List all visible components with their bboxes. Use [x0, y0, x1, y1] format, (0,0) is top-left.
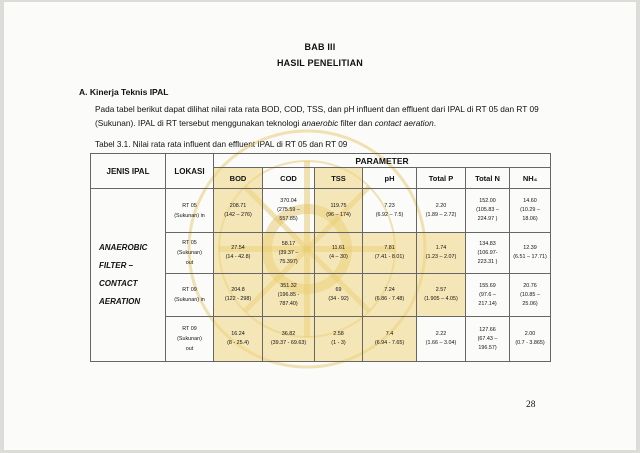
value-line: 1.74 [435, 245, 447, 251]
lokasi-line: (Sukunan) in [174, 212, 205, 219]
value-line: (6.51 – 17.71) [513, 254, 547, 260]
value-line: 223.31 ) [477, 258, 498, 265]
value-line: 18.06) [522, 216, 538, 222]
value-line: 58.17 [281, 240, 296, 247]
value-line: 2.20 [435, 202, 447, 209]
jenis-ipal-cell [91, 189, 166, 362]
paragraph-text-3: . [433, 118, 437, 128]
document-page [4, 2, 636, 450]
lokasi-line: RT 05 [182, 240, 197, 246]
paragraph-italic-2: contact aeration [374, 118, 434, 128]
value-cell [466, 317, 510, 362]
value-line: 152.00 [479, 198, 496, 204]
lokasi-line: RT 09 [182, 287, 197, 293]
value-line: (96 – 174) [326, 211, 351, 218]
lokasi-cell [166, 189, 214, 233]
value-line: 27.54 [231, 245, 245, 251]
page-number: 28 [526, 400, 536, 410]
value-line: 25.06) [522, 300, 538, 307]
value-line: 204.8 [231, 287, 245, 293]
value-line: 787.40) [279, 300, 298, 307]
header-cod: COD [263, 168, 315, 189]
paragraph-italic-1: anaerobic [301, 118, 339, 128]
value-cell [263, 274, 315, 317]
value-line: 14.60 [523, 198, 537, 204]
value-line: (106.97- [477, 249, 498, 256]
value-line: 155.69 [479, 282, 496, 289]
value-line: 75.397) [279, 258, 298, 265]
jenis-line: ANAEROBIC [99, 243, 148, 252]
value-line: 2.22 [435, 331, 447, 337]
value-line: (6.92 – 7.5) [375, 211, 404, 218]
value-cell [263, 233, 315, 274]
value-line: (1.89 – 2.72) [425, 211, 457, 218]
jenis-line: FILTER – [99, 261, 134, 270]
lokasi-cell [166, 274, 214, 317]
value-cell [363, 274, 417, 317]
value-line: 7.4 [385, 331, 394, 337]
value-cell [263, 189, 315, 233]
header-tss: TSS [315, 168, 363, 189]
value-line: 208.71 [229, 202, 247, 209]
lokasi-line: RT 09 [182, 326, 197, 332]
value-line: (39.37 – [278, 249, 299, 256]
value-cell [315, 233, 363, 274]
chapter-title: HASIL PENELITIAN [276, 58, 364, 68]
value-line: (4 – 30) [329, 254, 348, 260]
value-cell [510, 274, 551, 317]
value-line: 217.14) [478, 300, 497, 307]
header-bod: BOD [214, 168, 263, 189]
value-line: (1 - 3) [331, 340, 346, 346]
value-line: (6.94 - 7.65) [374, 340, 405, 346]
value-line: (34 - 92) [328, 296, 349, 302]
value-cell [510, 233, 551, 274]
header-parameter: PARAMETER [214, 154, 551, 168]
paragraph-text-2: filter dan [338, 118, 375, 128]
value-line: 36.82 [281, 331, 296, 337]
value-cell [214, 233, 263, 274]
value-cell [417, 274, 466, 317]
chapter-number: BAB III [304, 42, 336, 52]
value-line: 16.24 [231, 331, 245, 337]
lokasi-line: RT 05 [182, 202, 197, 209]
jenis-line: CONTACT [99, 279, 138, 288]
value-cell [417, 233, 466, 274]
value-line: 2.58 [333, 331, 344, 337]
value-line: (10.29 – [520, 207, 540, 213]
lokasi-line: out [185, 346, 194, 352]
value-cell [315, 317, 363, 362]
value-cell [214, 274, 263, 317]
header-jenis-ipal: JENIS IPAL [91, 154, 166, 189]
lokasi-line: out [185, 260, 194, 266]
lokasi-line: (Sukunan) [177, 250, 202, 256]
value-cell [263, 317, 315, 362]
value-cell [315, 189, 363, 233]
value-cell [363, 189, 417, 233]
value-line: 119.75 [330, 202, 347, 209]
value-line: 20.76 [523, 282, 537, 289]
value-line: 2.57 [435, 287, 447, 293]
header-ph: pH [363, 168, 417, 189]
value-line: 127.66 [479, 326, 496, 333]
value-line: 224.97 ) [477, 216, 498, 222]
value-line: (105.83 – [476, 207, 499, 213]
value-line: (8 - 25.4) [227, 340, 249, 346]
lokasi-cell [166, 317, 214, 362]
header-total-p: Total P [417, 168, 466, 189]
value-line: 7.24 [384, 287, 395, 293]
value-line: (7.41 - 8.01) [374, 254, 405, 260]
lokasi-cell [166, 233, 214, 274]
lokasi-line: (Sukunan) [177, 336, 202, 342]
body-paragraph [95, 102, 550, 130]
value-cell [466, 189, 510, 233]
value-line: (1.66 – 3.04) [425, 340, 457, 346]
value-line: 7.23 [384, 202, 395, 209]
value-cell [315, 274, 363, 317]
value-line: (1.905 – 4.05) [424, 296, 458, 302]
value-cell [363, 233, 417, 274]
value-cell [214, 317, 263, 362]
table-caption: Tabel 3.1. Nilai rata rata influent dan effluent IPAL di RT 05 dan RT 09 [95, 140, 348, 149]
jenis-line: AERATION [99, 297, 141, 306]
paragraph-text-1: Pada tabel berikut dapat dilihat nilai rata rata BOD, COD, TSS, dan pH influent dan effluent dari IPAL di RT 05 dan RT 09 (Sukunan). IPAL di RT tersebut menggunakan teknologi [95, 104, 539, 128]
value-line: (14 - 42.8) [225, 254, 251, 260]
value-line: (1.23 – 2.07) [425, 254, 457, 260]
value-line: 557.85) [279, 216, 298, 222]
value-line: (39.37 - 69.63) [270, 340, 307, 346]
value-cell [466, 274, 510, 317]
value-line: 196.57) [478, 344, 497, 351]
value-line: 11.61 [331, 245, 346, 251]
value-line: (97.6 – [479, 291, 496, 298]
value-cell [510, 189, 551, 233]
value-line: 12.39 [523, 245, 537, 251]
value-line: (67.43 – [477, 335, 498, 342]
value-line: 7.81 [384, 245, 395, 251]
value-cell [214, 189, 263, 233]
value-line: 134.83 [479, 240, 496, 247]
lokasi-line: (Sukunan) in [174, 297, 205, 303]
value-line: 2.00 [524, 331, 536, 337]
value-line: (10.85 – [520, 291, 540, 298]
value-line: (142 – 276) [224, 211, 252, 218]
value-cell [417, 189, 466, 233]
header-total-n: Total N [466, 168, 510, 189]
value-line: 69 [335, 287, 342, 293]
value-line: (196.85 - [277, 291, 300, 298]
value-cell [510, 317, 551, 362]
value-line: 370.04 [280, 198, 297, 204]
section-heading: A. Kinerja Teknis IPAL [79, 87, 169, 97]
header-nh4: NH₄ [510, 168, 551, 189]
value-line: (122 - 298) [224, 296, 252, 302]
header-lokasi: LOKASI [166, 154, 214, 189]
value-line: (0.7 - 3.865) [515, 340, 545, 346]
value-cell [363, 317, 417, 362]
value-line: (6.86 - 7.48) [374, 296, 405, 302]
results-table [90, 153, 551, 362]
value-cell [417, 317, 466, 362]
value-cell [466, 233, 510, 274]
value-line: 351.32 [280, 282, 297, 289]
value-line: (275.59 – [277, 207, 300, 213]
